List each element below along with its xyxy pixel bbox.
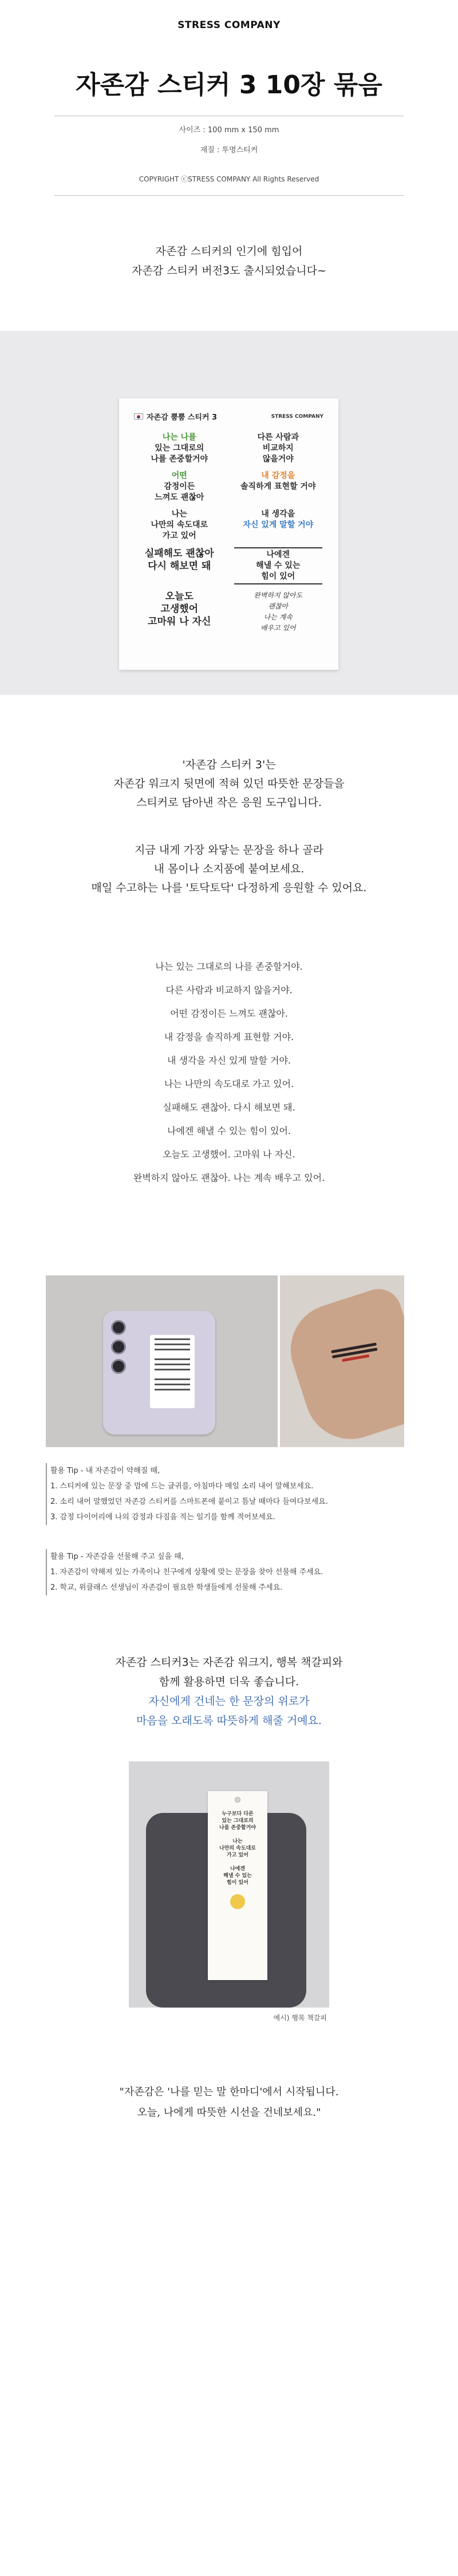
sticker-7 xyxy=(135,547,224,584)
phone-photo xyxy=(46,1275,278,1447)
phrase-item: 오늘도 고생했어. 고마워 나 자신. xyxy=(163,1149,295,1160)
closing-quote xyxy=(0,2082,458,2123)
sticker-line: 나를 존중할거야 xyxy=(151,455,208,464)
hand-photo xyxy=(280,1275,404,1447)
description-line: 매일 수고하는 나를 '토닥토닥' 다정하게 응원할 수 있어요. xyxy=(91,882,367,894)
material-info: 재질 : 투명스티커 xyxy=(200,146,258,155)
sticker-line: 어떤 xyxy=(171,471,187,480)
sticker-line: 않을거야 xyxy=(262,455,294,464)
sticker-line: 다른 사람과 xyxy=(257,433,299,442)
tip-item: 1. 스티커에 있는 문장 중 맘에 드는 글귀를, 아침마다 매일 소리 내어 말해보세요. xyxy=(50,1482,314,1491)
sticker-sheet xyxy=(119,398,338,670)
sticker-line: 자신 있게 말할 거야 xyxy=(243,520,314,530)
quote-line: 오늘, 나에게 따뜻한 시선을 건네보세요." xyxy=(137,2107,321,2119)
tip-item: 1. 자존감이 약해져 있는 가족이나 친구에게 상황에 맞는 문장을 찾아 선물해 주세요. xyxy=(50,1568,323,1577)
phone-image xyxy=(103,1311,215,1435)
bird-icon xyxy=(230,1894,245,1909)
sticker-line: 해낼 수 있는 xyxy=(256,561,301,570)
camera-icon xyxy=(111,1359,126,1374)
closing-line: 자존감 스티커3는 자존감 워크지, 행복 책갈피와 xyxy=(115,1656,343,1669)
description-2 xyxy=(0,841,458,898)
sticker-line: 오늘도 xyxy=(165,591,194,602)
bookmark-hole xyxy=(235,1797,240,1803)
product-image xyxy=(0,331,458,695)
tip-box-gift xyxy=(46,1549,412,1595)
phrase-item: 나는 있는 그대로의 나를 존중할거야. xyxy=(155,961,303,972)
tip-item: 2. 소리 내어 말했었던 자존감 스티커를 스마트폰에 붙이고 틈날 때마다 들여다보세요. xyxy=(50,1498,328,1506)
description-line: 스티커로 담아낸 작은 응원 도구입니다. xyxy=(136,796,322,809)
phrase-item: 어떤 감정이든 느껴도 괜찮아. xyxy=(170,1008,288,1019)
sticker-line: 나만의 속도대로 xyxy=(151,520,208,530)
brand-name: STRESS COMPANY xyxy=(177,19,281,31)
phrase-list xyxy=(0,955,458,1190)
usage-tips xyxy=(46,1463,412,1595)
sticker-line: 비교하지 xyxy=(262,444,294,453)
tip-item: 3. 감정 다이어리에 나의 감정과 다짐을 적는 일기를 함께 적어보세요. xyxy=(50,1513,275,1522)
sheet-header xyxy=(119,398,338,422)
tip-heading: 활용 Tip - 내 자존감이 약해질 때, xyxy=(50,1467,160,1475)
sticker-line: 괜찮아 xyxy=(268,602,289,610)
sticker-line: 나는 나를 xyxy=(162,433,196,442)
sticker-line: 감정이든 xyxy=(164,482,195,491)
bookmark-line: 나에겐 xyxy=(230,1866,246,1872)
happiness-bookmark xyxy=(208,1791,267,1980)
camera-icon xyxy=(111,1340,126,1354)
sticker-3 xyxy=(135,471,224,503)
sticker-5 xyxy=(135,509,224,542)
closing-highlight: 마음을 오래도록 따뜻하게 해줄 거예요. xyxy=(136,1714,322,1727)
bookmark-line xyxy=(208,1859,267,1866)
bookmark-caption: 예시) 행복 책갈피 xyxy=(273,2014,327,2022)
intro-line: 자존감 스티커의 인기에 힘입어 xyxy=(155,245,303,258)
sticker-2 xyxy=(234,432,323,465)
closing-text xyxy=(0,1653,458,1730)
camera-icon xyxy=(111,1320,126,1335)
copyright-notice: COPYRIGHT ⓒSTRESS COMPANY All Rights Reserved xyxy=(139,175,319,183)
bookmark-line: 나를 존중할거야 xyxy=(219,1825,256,1831)
intro-text xyxy=(0,242,458,280)
sticker-4 xyxy=(234,471,323,503)
product-title: 자존감 스티커 3 10장 묶음 xyxy=(76,70,382,100)
sticker-line: 고생했어 xyxy=(160,603,199,615)
sticker-line: 다시 해보면 돼 xyxy=(148,560,211,572)
phrase-item: 다른 사람과 비교하지 않을거야. xyxy=(165,985,293,995)
usage-photos xyxy=(0,1275,458,1447)
bookmark-line: 나는 xyxy=(232,1839,243,1844)
sticker-8 xyxy=(234,547,323,584)
tip-heading: 활용 Tip - 자존감을 선물해 주고 싶을 때, xyxy=(50,1552,184,1561)
sticker-line: 완벽하지 않아도 xyxy=(254,591,303,599)
sticker-line: 나는 계속 xyxy=(263,613,293,621)
sticker-line: 있는 그대로의 xyxy=(155,444,204,453)
tip-box-self xyxy=(46,1463,412,1525)
sticker-line: 내 생각을 xyxy=(261,509,295,519)
sticker-line: 배우고 있어 xyxy=(260,624,296,632)
phrase-item: 나는 나만의 속도대로 가고 있어. xyxy=(164,1078,294,1089)
phrase-item: 나에겐 해낼 수 있는 힘이 있어. xyxy=(167,1125,291,1136)
bookmark-line: 나만의 속도대로 xyxy=(219,1846,256,1851)
bookmark-text xyxy=(208,1811,267,1886)
tip-item: 2. 학교, 위클래스 선생님이 자존감이 필요한 학생들에게 선물해 주세요. xyxy=(50,1583,283,1592)
phrase-item: 실패해도 괜찮아. 다시 해보면 돼. xyxy=(163,1102,295,1113)
description-line: 내 몸이나 소지품에 붙여보세요. xyxy=(153,863,305,875)
sticker-10 xyxy=(234,590,323,634)
sticker-line: 고마워 나 자신 xyxy=(148,616,211,627)
sheet-title: 자존감 뿜뿜 스티커 3 xyxy=(147,413,218,422)
divider xyxy=(54,195,404,196)
bookmark-line: 누구보다 다른 xyxy=(222,1811,254,1817)
sticker-on-phone xyxy=(150,1335,195,1408)
sticker-line: 힘이 있어 xyxy=(261,572,295,581)
description-line: '자존감 스티커 3'는 xyxy=(182,758,276,771)
sticker-1 xyxy=(135,432,224,465)
intro-line: 자존감 스티커 버전3도 출시되었습니다~ xyxy=(132,264,326,277)
phrase-item: 내 감정을 솔직하게 표현할 거야. xyxy=(164,1032,294,1042)
bookmark-line xyxy=(208,1831,267,1838)
description-line: 지금 내게 가장 와닿는 문장을 하나 골라 xyxy=(135,844,323,856)
bookmark-line: 있는 그대로의 xyxy=(222,1818,254,1824)
bookmark-line: 해낼 수 있는 xyxy=(223,1873,252,1879)
sticker-line: 느껴도 괜찮아 xyxy=(155,493,204,502)
bookmark-line: 힘이 있어 xyxy=(227,1880,248,1886)
sticker-line: 실패해도 괜찮아 xyxy=(144,548,214,559)
quote-line: "자존감은 '나를 믿는 말 한마디'에서 시작됩니다. xyxy=(119,2086,339,2098)
closing-line: 함께 활용하면 더욱 좋습니다. xyxy=(159,1676,299,1688)
description-line: 자존감 워크지 뒷면에 적혀 있던 따뜻한 문장들을 xyxy=(113,777,345,790)
phrase-item: 완벽하지 않아도 괜찮아. 나는 계속 배우고 있어. xyxy=(133,1172,325,1183)
size-info: 사이즈 : 100 mm x 150 mm xyxy=(179,126,279,135)
sticker-9 xyxy=(135,590,224,634)
phrase-item: 내 생각을 자신 있게 말할 거야. xyxy=(167,1055,291,1066)
description-1 xyxy=(0,756,458,812)
bookmark-photo xyxy=(129,1761,329,2022)
sticker-line: 나는 xyxy=(171,509,187,519)
closing-highlight: 자신에게 건네는 한 문장의 위로가 xyxy=(148,1695,310,1708)
sticker-line: 내 감정을 xyxy=(261,471,295,480)
sticker-6 xyxy=(234,509,323,542)
flag-icon xyxy=(134,413,143,420)
bookmark-line: 가고 있어 xyxy=(227,1852,248,1858)
sticker-line: 나에겐 xyxy=(266,550,290,559)
sheet-brand: STRESS COMPANY xyxy=(271,413,323,420)
sticker-line: 솔직하게 표현할 거야 xyxy=(240,482,316,491)
sticker-line: 가고 있어 xyxy=(162,531,196,540)
sticker-grid xyxy=(119,422,338,634)
